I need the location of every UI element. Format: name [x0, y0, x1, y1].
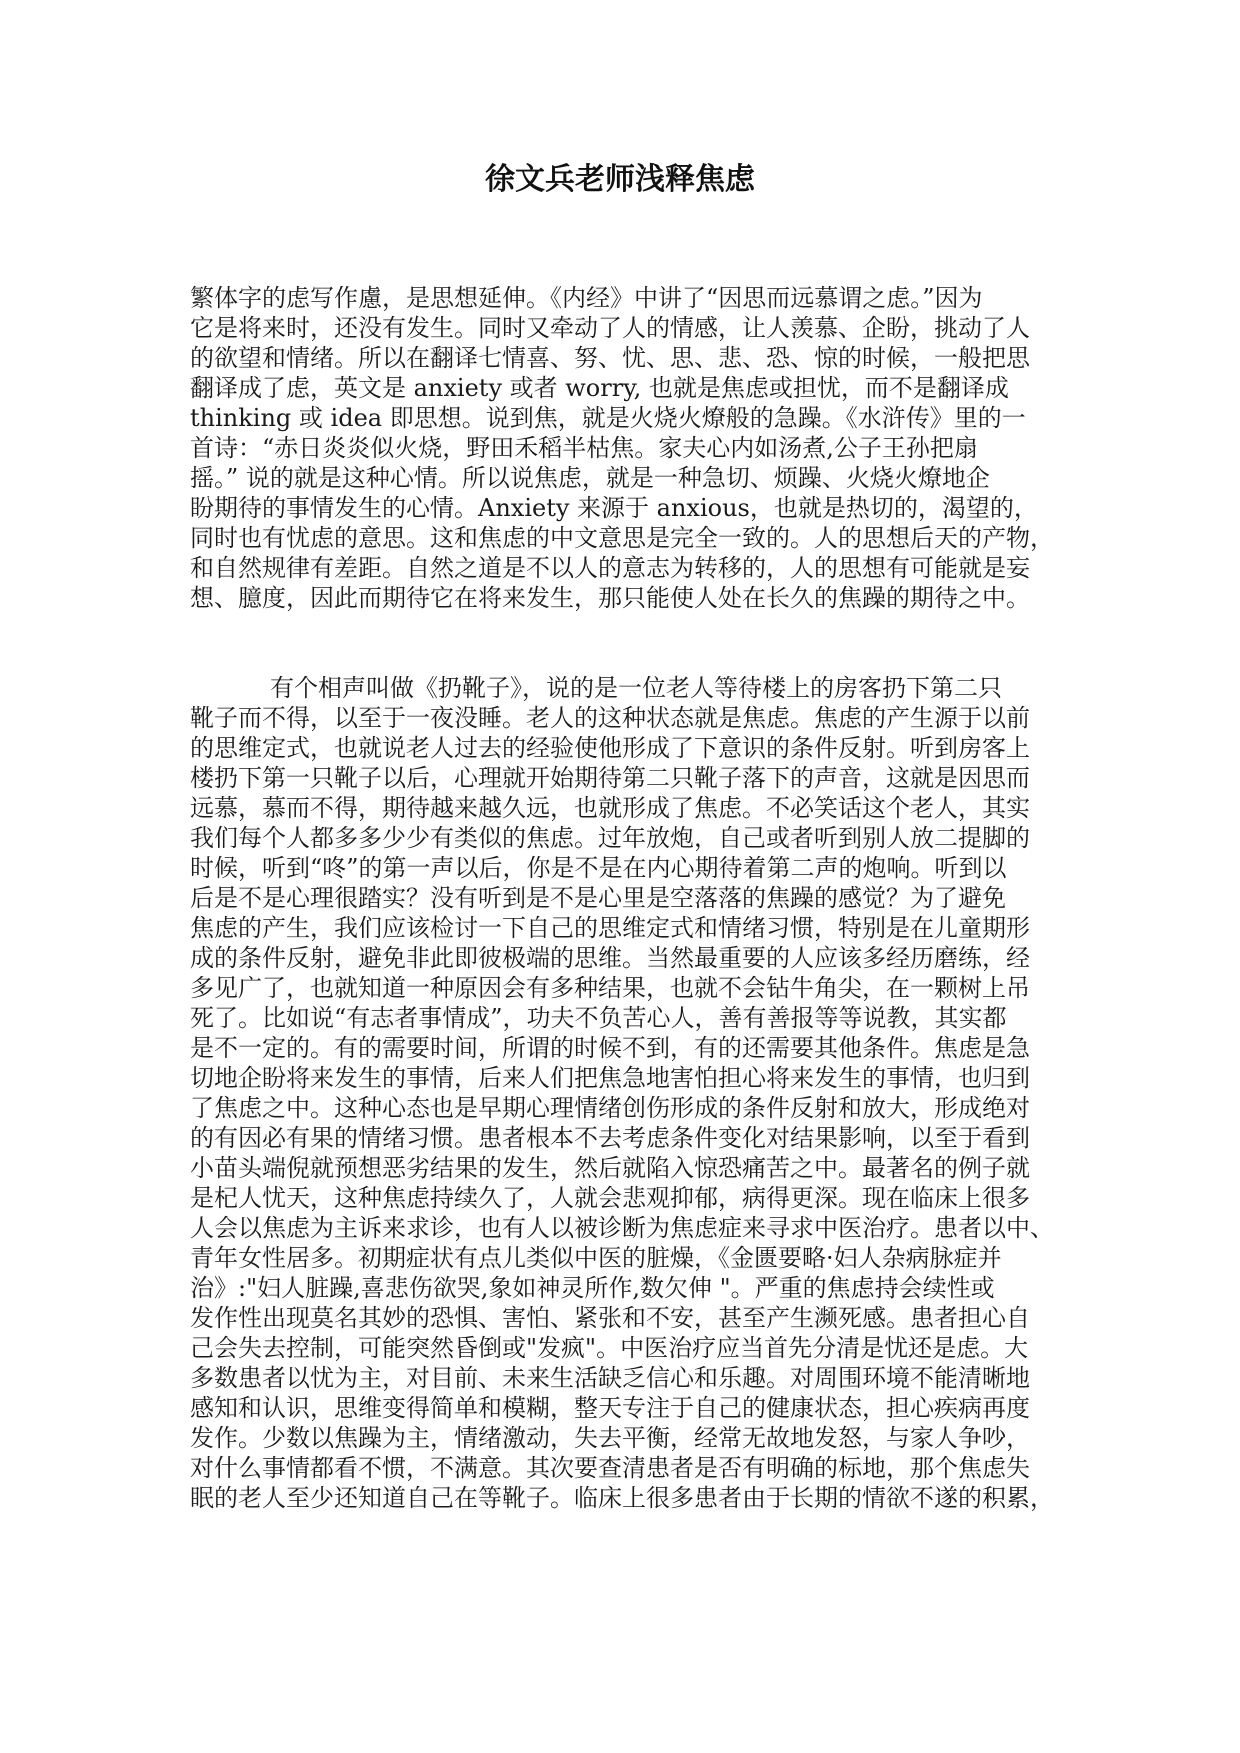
text-line: 青年女性居多。初期症状有点儿类似中医的脏燥，《金匮要略·妇人杂病脉症并: [190, 1244, 1002, 1272]
text-line: 多见广了，也就知道一种原因会有多种结果，也就不会钻牛角尖，在一颗树上吊: [190, 974, 1030, 1002]
text-line: 眠的老人至少还知道自己在等靴子。临床上很多患者由于长期的情欲不遂的积累，: [190, 1484, 1054, 1512]
text-line: 和自然规律有差距。自然之道是不以人的意志为转移的，人的思想有可能就是妄: [190, 554, 1030, 582]
text-line: 的欲望和情绪。所以在翻译七情喜、努、忧、思、悲、恐、惊的时候，一般把思: [190, 344, 1030, 372]
text-line: 是杞人忧天，这种焦虑持续久了，人就会悲观抑郁，病得更深。现在临床上很多: [190, 1184, 1030, 1212]
text-line: 感知和认识，思维变得简单和模糊，整天专注于自己的健康状态，担心疾病再度: [190, 1394, 1030, 1422]
paragraph-1: [190, 283, 1070, 613]
text-line: 了焦虑之中。这种心态也是早期心理情绪创伤形成的条件反射和放大，形成绝对: [190, 1094, 1030, 1122]
text-line: 时候，听到“咚”的第一声以后，你是不是在内心期待着第二声的炮响。听到以: [190, 854, 1007, 882]
text-line: 人会以焦虑为主诉来求诊，也有人以被诊断为焦虑症来寻求中医治疗。患者以中、: [190, 1214, 1054, 1242]
text-line: 的思维定式，也就说老人过去的经验使他形成了下意识的条件反射。听到房客上: [190, 734, 1030, 762]
text-line: 它是将来时，还没有发生。同时又牵动了人的情感，让人羡慕、企盼，挑动了人: [190, 314, 1030, 342]
paragraph-2: [190, 673, 1070, 1513]
document-title: 徐文兵老师浅释焦虑: [485, 162, 755, 197]
text-line: 发作。少数以焦躁为主，情绪激动，失去平衡，经常无故地发怒，与家人争吵，: [190, 1424, 1030, 1452]
text-line: 是不一定的。有的需要时间，所谓的时候不到，有的还需要其他条件。焦虑是急: [190, 1034, 1030, 1062]
text-line: 的有因必有果的情绪习惯。患者根本不去考虑条件变化对结果影响，以至于看到: [190, 1124, 1030, 1152]
text-line: 焦虑的产生，我们应该检讨一下自己的思维定式和情绪习惯，特别是在儿童期形: [190, 914, 1030, 942]
text-line: 成的条件反射，避免非此即彼极端的思维。当然最重要的人应该多经历磨练，经: [190, 944, 1030, 972]
text-line: 己会失去控制，可能突然昏倒或"发疯"。中医治疗应当首先分清是忧还是虑。大: [190, 1334, 1029, 1362]
text-line: 发作性出现莫名其妙的恐惧、害怕、紧张和不安，甚至产生濒死感。患者担心自: [190, 1304, 1030, 1332]
text-line: 小苗头端倪就预想恶劣结果的发生，然后就陷入惊恐痛苦之中。最著名的例子就: [190, 1154, 1030, 1182]
text-line: 治》:"妇人脏躁,喜悲伤欲哭,象如神灵所作,数欠伸 "。严重的焦虑持会续性或: [190, 1274, 995, 1302]
text-line: 死了。比如说“有志者事情成”，功夫不负苦心人，善有善报等等说教，其实都: [190, 1004, 1007, 1032]
text-line: 靴子而不得，以至于一夜没睡。老人的这种状态就是焦虑。焦虑的产生源于以前: [190, 704, 1030, 732]
text-line: 同时也有忧虑的意思。这和焦虑的中文意思是完全一致的。人的思想后天的产物，: [190, 524, 1054, 552]
text-line: 我们每个人都多多少少有类似的焦虑。过年放炮，自己或者听到别人放二提脚的: [190, 824, 1030, 852]
text-line: 摇。” 说的就是这种心情。所以说焦虑，就是一种急切、烦躁、火烧火燎地企: [190, 464, 990, 492]
text-line: 想、臆度，因此而期待它在将来发生，那只能使人处在长久的焦躁的期待之中。: [190, 584, 1030, 612]
text-line: 切地企盼将来发生的事情，后来人们把焦急地害怕担心将来发生的事情，也归到: [190, 1064, 1030, 1092]
text-line: 盼期待的事情发生的心情。Anxiety 来源于 anxious，也就是热切的，渴望的，: [190, 494, 1038, 522]
text-line: 首诗：“赤日炎炎似火烧，野田禾稻半枯焦。家夫心内如汤煮,公子王孙把扇: [190, 434, 978, 462]
text-line: 繁体字的虑写作慮，是思想延伸。《内经》中讲了“因思而远慕谓之虑。”因为: [190, 284, 983, 312]
text-line: 后是不是心理很踏实？没有听到是不是心里是空落落的焦躁的感觉？为了避免: [190, 884, 1006, 912]
text-line: thinking 或 idea 即思想。说到焦，就是火烧火燎般的急躁。《水浒传》里的一: [190, 404, 1026, 432]
text-line: 对什么事情都看不惯，不满意。其次要查清患者是否有明确的标地，那个焦虑失: [190, 1454, 1030, 1482]
text-line: 多数患者以忧为主，对目前、未来生活缺乏信心和乐趣。对周围环境不能清晰地: [190, 1364, 1030, 1392]
text-line: 翻译成了虑，英文是 anxiety 或者 worry, 也就是焦虑或担忧，而不是翻译成: [190, 374, 1009, 402]
text-line: 有个相声叫做《扔靴子》，说的是一位老人等待楼上的房客扔下第二只: [270, 674, 1002, 702]
text-line: 远慕，慕而不得，期待越来越久远，也就形成了焦虑。不必笑话这个老人，其实: [190, 794, 1030, 822]
text-line: 楼扔下第一只靴子以后，心理就开始期待第二只靴子落下的声音，这就是因思而: [190, 764, 1030, 792]
